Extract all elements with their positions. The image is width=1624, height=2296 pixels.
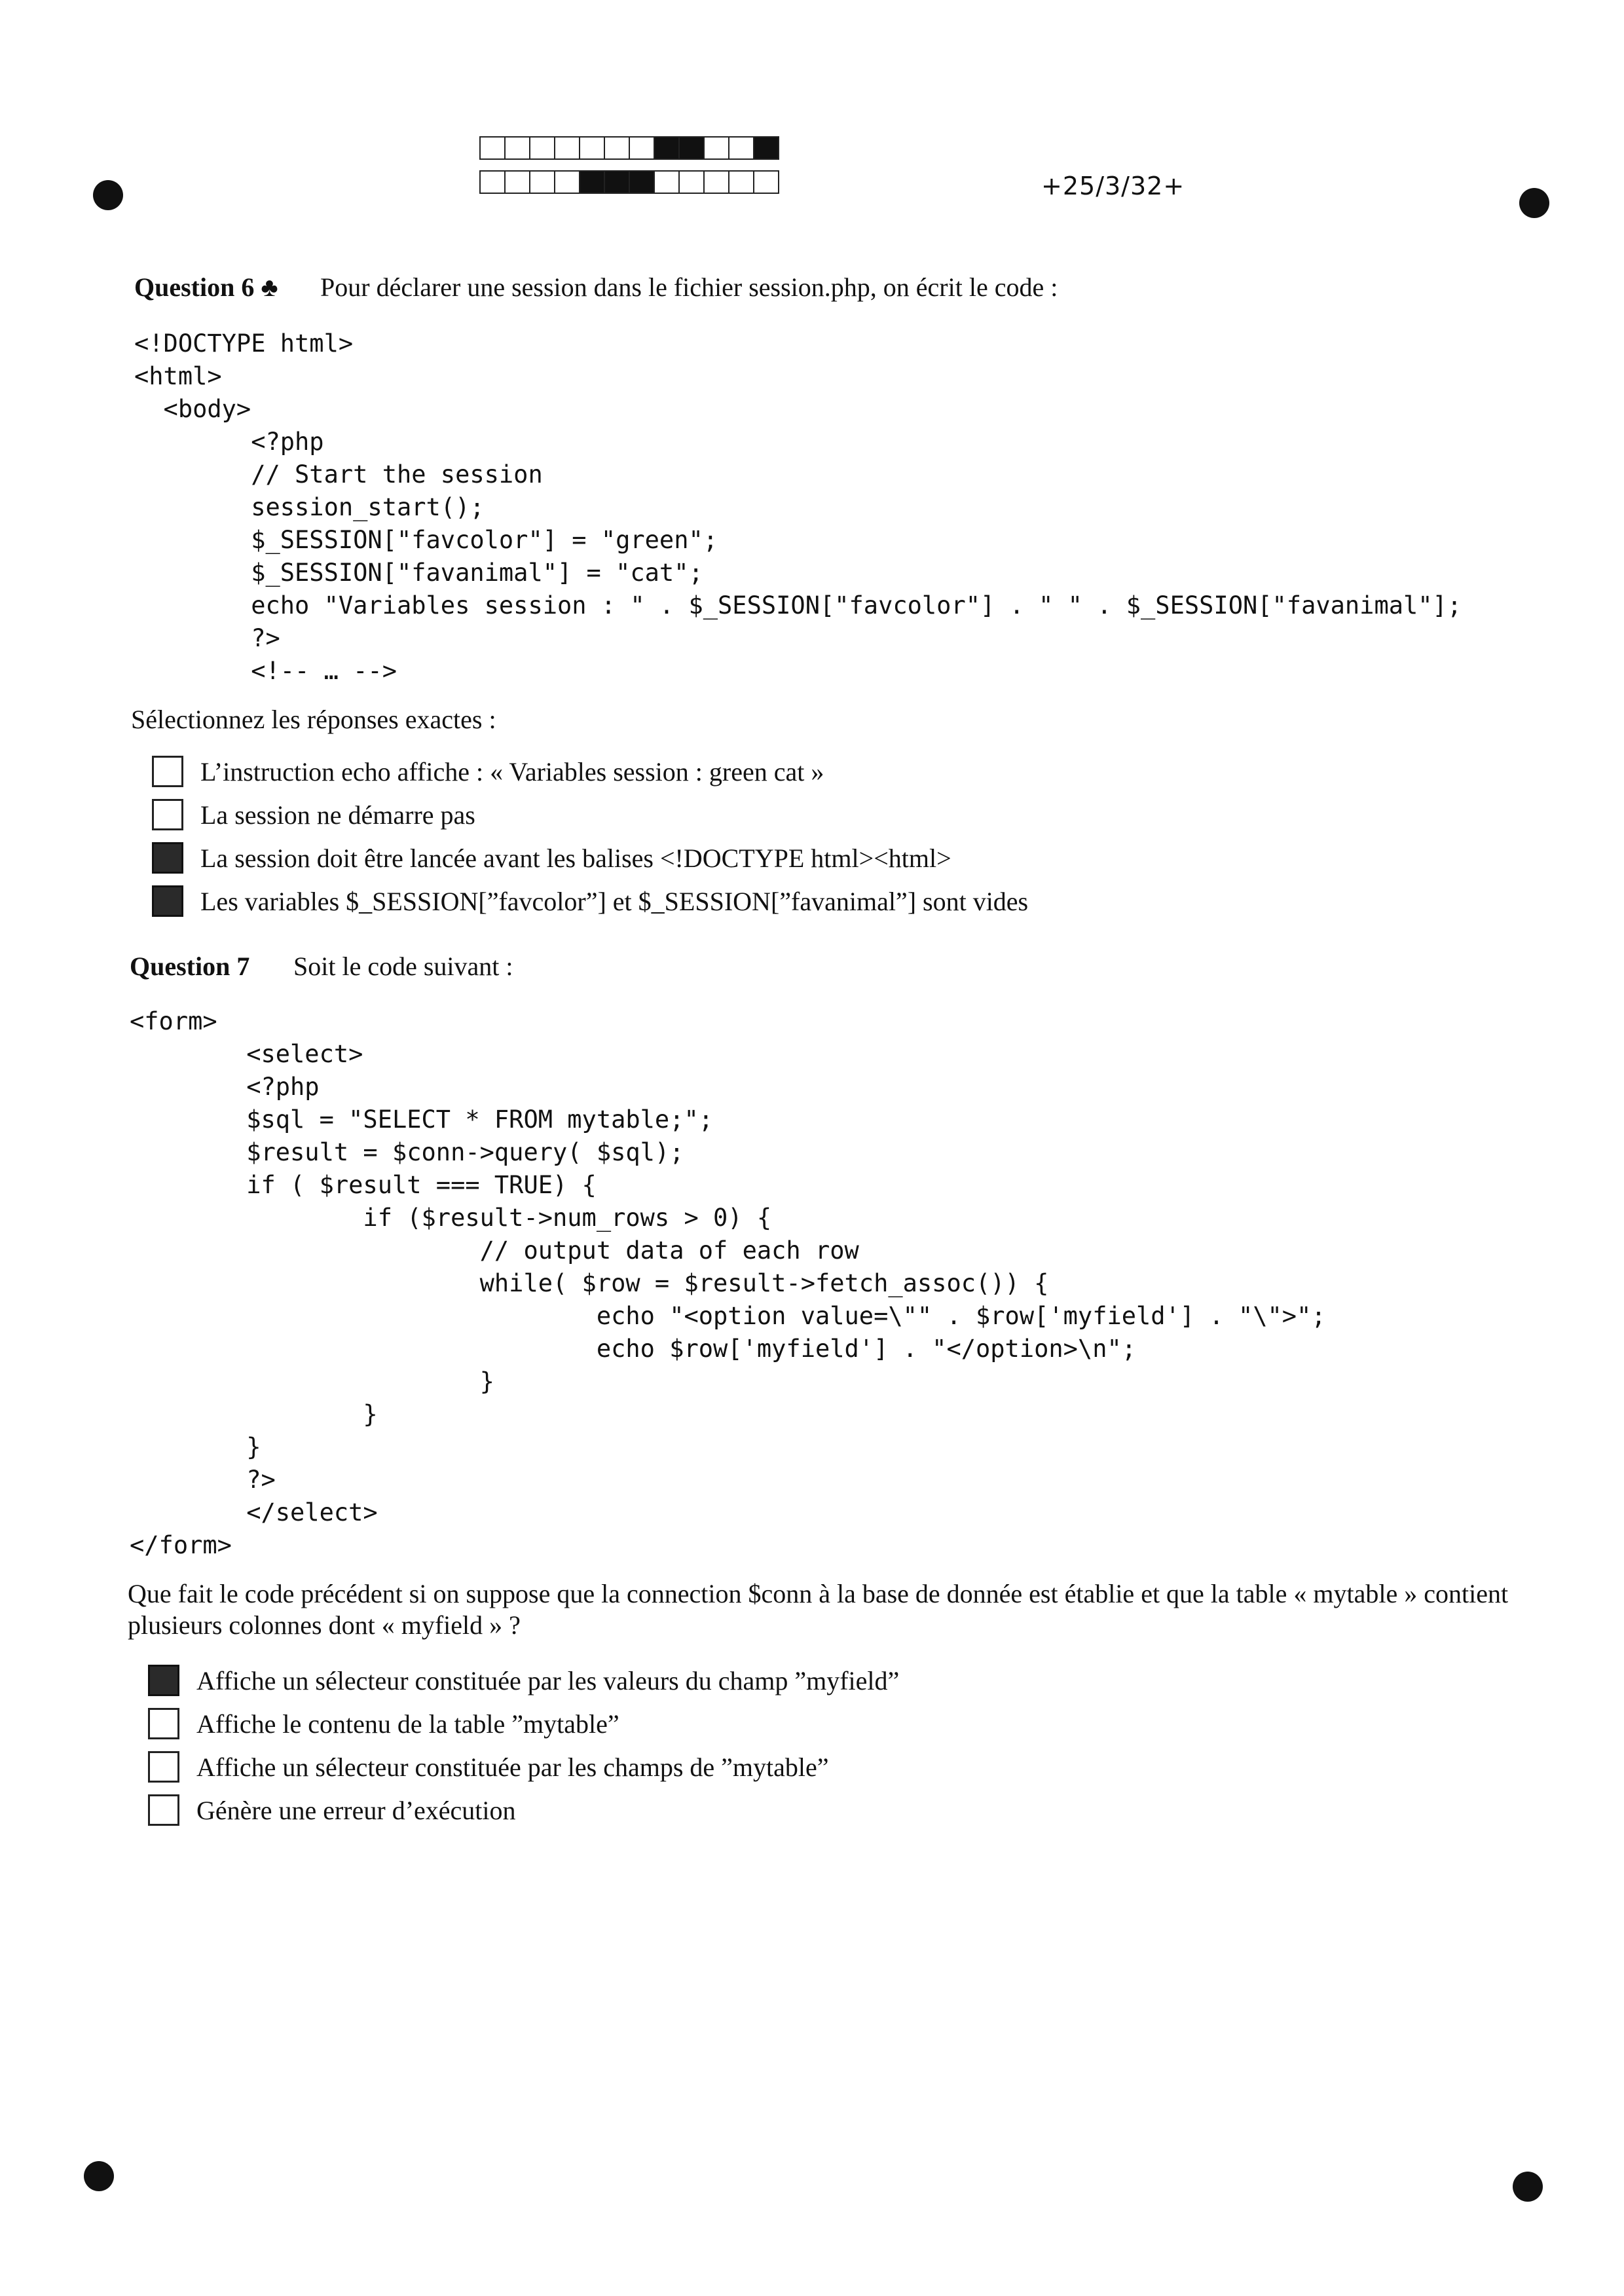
corner-mark-bottom-left [84,2161,114,2191]
club-icon: ♣ [261,272,278,302]
answer-option[interactable] [148,1745,899,1788]
id-box [703,170,729,194]
id-box [728,136,754,160]
question-7-heading [130,951,513,982]
question-7-code: <form> <select> <?php $sql = "SELECT * FROM mytable;"; $result = $conn->query( $sql); if ( $result === TRUE) { if ($result->num_rows > 0) { // output data of each row while( $row = $result->fetch_assoc()) { echo "<option value=\"" . $row['myfield'] . "\">"; echo $row['myfield'] . "</option>\n"; } } } ?> </select> </form> [130,1007,1326,1559]
answer-text: Affiche un sélecteur constituée par les champs de ”mytable” [196,1752,829,1782]
corner-mark-top-right [1519,188,1549,218]
id-box [529,170,555,194]
corner-mark-top-left [93,180,123,210]
answer-option[interactable] [148,1788,899,1832]
answer-option[interactable] [152,793,1028,836]
question-6-label: Question 6 [134,272,255,302]
answer-checkbox[interactable] [148,1708,179,1739]
id-box [554,170,580,194]
answer-option[interactable] [148,1659,899,1702]
question-6-code: <!DOCTYPE html> <html> <body> <?php // Start the session session_start(); $_SESSION["favcolor"] = "green"; $_SESSION["favanimal"] = "cat"; echo "Variables session : " . $_SESSION["favcolor"] . " " . $_SESSION["favanimal"]; ?> <!-- … --> [134,329,1462,685]
answer-text: La session doit être lancée avant les balises <!DOCTYPE html><html> [200,843,951,873]
answer-checkbox[interactable] [152,799,183,830]
id-box [604,170,630,194]
corner-mark-bottom-right [1513,2172,1543,2202]
answer-checkbox[interactable] [152,756,183,787]
answer-checkbox[interactable] [148,1751,179,1783]
answer-text: La session ne démarre pas [200,800,475,830]
question-6-prompt: Pour déclarer une session dans le fichier session.php, on écrit le code : [320,272,1058,302]
id-box [678,170,705,194]
id-box [654,136,680,160]
answer-checkbox[interactable] [148,1665,179,1696]
id-box [504,136,530,160]
answer-checkbox[interactable] [152,842,183,874]
id-box [629,136,655,160]
id-box [629,170,655,194]
question-7-question: Que fait le code précédent si on suppose que la connection $conn à la base de donnée est établie et que la table « mytable » contient plusieurs colonnes dont « myfield » ? [128,1579,1509,1640]
question-6-heading [134,272,1058,303]
answer-text: Affiche le contenu de la table ”mytable” [196,1709,619,1739]
id-box-row-2 [479,170,778,194]
answer-option[interactable] [148,1702,899,1745]
answer-option[interactable] [152,836,1028,880]
id-box [579,136,605,160]
id-box [728,170,754,194]
id-box [753,136,779,160]
question-6-answers [152,750,1028,923]
id-box [479,136,506,160]
answer-option[interactable] [152,880,1028,923]
answer-checkbox[interactable] [148,1794,179,1826]
question-7-label: Question 7 [130,952,250,981]
answer-option[interactable] [152,750,1028,793]
question-7-answers [148,1659,899,1832]
question-6-instruction: Sélectionnez les réponses exactes : [131,705,496,734]
answer-text: L’instruction echo affiche : « Variables session : green cat » [200,756,824,787]
id-box [504,170,530,194]
id-box-row-1 [479,136,778,160]
question-7-prompt: Soit le code suivant : [293,952,513,981]
answer-checkbox[interactable] [152,885,183,917]
answer-text: Les variables $_SESSION[”favcolor”] et $_SESSION[”favanimal”] sont vides [200,886,1029,916]
id-box [604,136,630,160]
page-code: +25/3/32+ [1041,172,1185,200]
id-box [654,170,680,194]
id-box [554,136,580,160]
id-box [529,136,555,160]
id-box [753,170,779,194]
id-box [579,170,605,194]
answer-text: Affiche un sélecteur constituée par les valeurs du champ ”myfield” [196,1665,900,1695]
id-box [678,136,705,160]
answer-text: Génère une erreur d’exécution [196,1795,516,1825]
id-box [703,136,729,160]
id-box [479,170,506,194]
